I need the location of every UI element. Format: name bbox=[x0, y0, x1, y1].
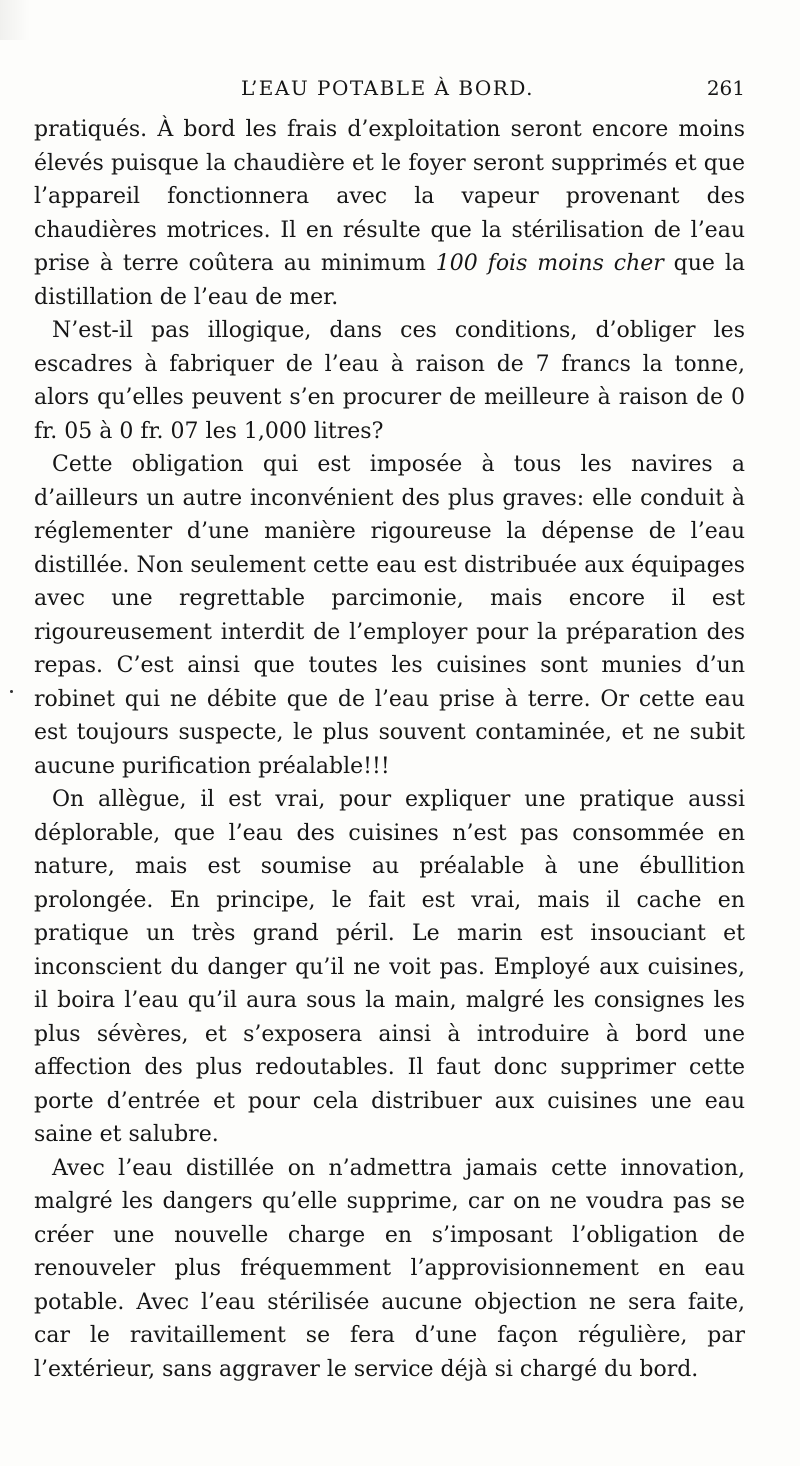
scan-edge-shadow bbox=[0, 0, 30, 40]
page-header bbox=[30, 76, 745, 106]
paragraph-2: N’est-il pas illogique, dans ces conditions, d’obliger les escadres à fabriquer de l’eau à raison de 7 francs la tonne, alors qu’elles peuvent s’en procurer de meilleure à raison de 0 fr. 05 à 0 fr. 07 les 1,000 litres? bbox=[34, 318, 745, 444]
paragraph-4: On allègue, il est vrai, pour expliquer une pratique aussi déplorable, que l’eau des cuisines n’est pas consommée en nature, mais est soumise au préalable à une ébullition prolongée. En principe, le fait est vrai, mais il cache en pratique un très grand péril. Le marin est insouciant et inconscient du danger qu’il ne voit pas. Employé aux cuisines, il boira l’eau qu’il aura sous la main, malgré les consignes les plus sévères, et s’exposera ainsi à introduire à bord une affection des plus redoutables. Il faut donc supprimer cette porte d’entrée et pour cela distribuer aux cuisines une eau saine et salubre. bbox=[34, 787, 745, 1147]
emphasis-text: 100 fois moins cher bbox=[435, 251, 664, 276]
paragraph-1 bbox=[34, 113, 745, 314]
paragraph-3: Cette obligation qui est imposée à tous les navires a d’ailleurs un autre inconvénient des plus graves: elle conduit à réglementer d’une manière rigoureuse la dépense de l’eau distillée. Non seulement cette eau est distribuée aux équipages avec une regrettable parcimonie, mais encore il est rigoureusement interdit de l’employer pour la préparation des repas. C’est ainsi que toutes les cuisines sont munies d’un robinet qui ne débite que de l’eau prise à terre. Or cette eau est toujours suspecte, le plus souvent contaminée, et ne subit aucune purification préalable!!! bbox=[34, 452, 745, 779]
paragraph-5: Avec l’eau distillée on n’admettra jamais cette innovation, malgré les dangers qu’elle supprime, car on ne voudra pas se créer une nouvelle charge en s’imposant l’obligation de renouveler plus fréquemment l’approvisionnement en eau potable. Avec l’eau stérilisée aucune objection ne sera faite, car le ravitaillement se fera d’une façon régulière, par l’extérieur, sans aggraver le service déjà si chargé du bord. bbox=[34, 1155, 745, 1382]
running-title: L’EAU POTABLE À BORD. bbox=[240, 76, 535, 100]
margin-mark bbox=[10, 690, 13, 693]
paragraph-1-text-before: pratiqués. À bord les frais d’exploitation seront encore moins élevés puisque la chaudière et le foyer seront supprimés et que l’appareil fonctionnera avec la vapeur provenant des chaudières motrices. Il en résulte que la stérilisation de l’eau prise à terre coûtera au minimum bbox=[34, 117, 745, 276]
paragraph-1-text-after: que la distillation de l’eau de mer. bbox=[34, 251, 745, 310]
page-number: 261 bbox=[706, 76, 745, 100]
body-text bbox=[34, 113, 745, 1386]
